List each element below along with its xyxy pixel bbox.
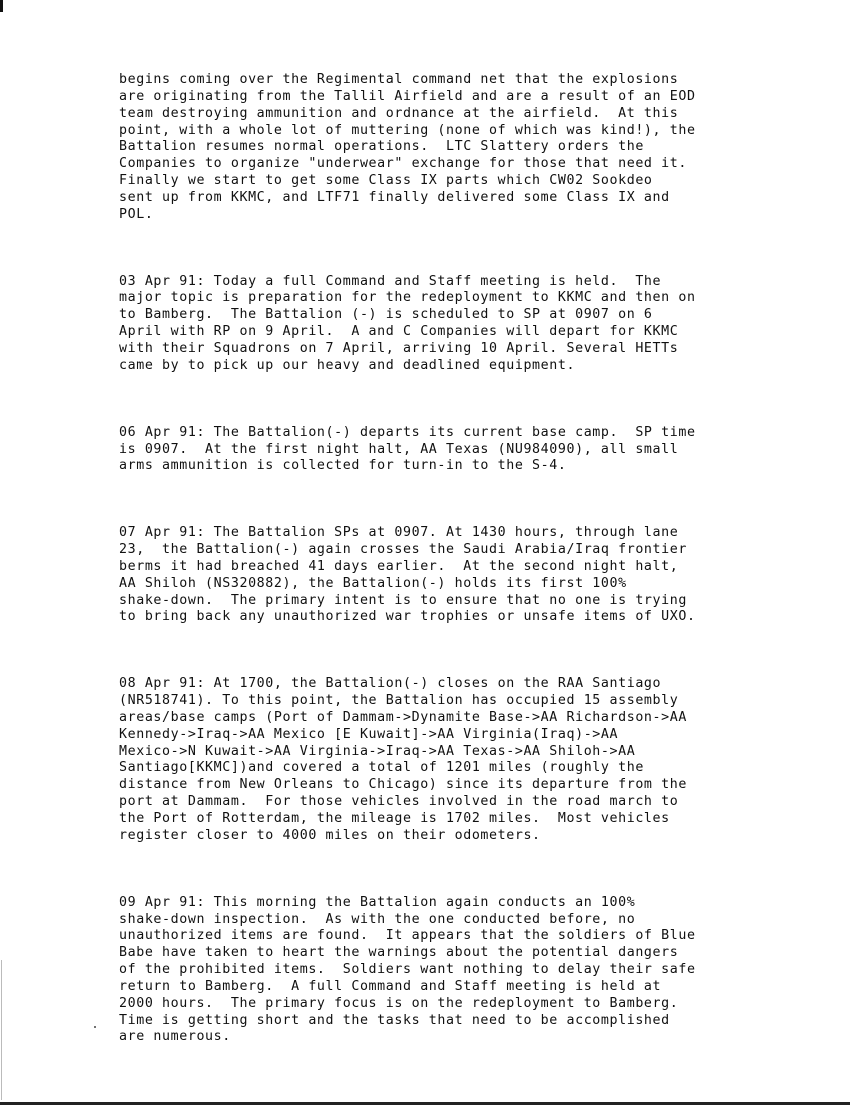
paragraph-08-apr-91: 08 Apr 91: At 1700, the Battalion(-) closes on the RAA Santiago (NR518741). To this point, the Battalion has occupied 15 assembly areas/base camps (Port of Dammam->Dynamite Base->AA Richardson->AA Kennedy->Iraq->AA Mexico [E Kuwait]->AA Virginia(Iraq)->AA Mexico->N Kuwait->AA Virginia->Iraq->AA Texas->AA Shiloh->AA Santiago[KKMC])and covered a total of 1201 miles (roughly the distance from New Orleans to Chicago) since its departure from the port at Dammam. For those vehicles involved in the road march to the Port of Rotterdam, the mileage is 1702 miles. Most vehicles register closer to 4000 miles on their odometers.: [119, 676, 687, 843]
document-body: [119, 72, 809, 1096]
paragraph-03-apr-91: 03 Apr 91: Today a full Command and Staff meeting is held. The major topic is preparation for the redeployment to KKMC and then on to Bamberg. The Battalion (-) is scheduled to SP at 0907 on 6 April with RP on 9 April. A and C Companies will depart for KKMC with their Squadrons on 7 April, arriving 10 April. Several HETTs came by to pick up our heavy and deadlined equipment.: [119, 273, 696, 373]
paragraph-continuation: begins coming over the Regimental command net that the explosions are originating from the Tallil Airfield and are a result of an EOD team destroying ammunition and ordnance at the airfield. At this point, with a whole lot of muttering (none of which was kind!), the Battalion resumes normal operations. LTC Slattery orders the Companies to organize "underwear" exchange for those that need it. Finally we start to get some Class IX parts which CW02 Sookdeo sent up from KKMC, and LTF71 finally delivered some Class IX and POL.: [119, 72, 696, 222]
paragraph-07-apr-91: 07 Apr 91: The Battalion SPs at 0907. At 1430 hours, through lane 23, the Battalion(-) again crosses the Saudi Arabia/Iraq frontier berms it had breached 41 days earlier. At the second night halt, AA Shiloh (NS320882), the Battalion(-) holds its first 100% shake-down. The primary intent is to ensure that no one is trying to bring back any unauthorized war trophies or unsafe items of UXO.: [119, 525, 696, 625]
paragraph-06-apr-91: 06 Apr 91: The Battalion(-) departs its current base camp. SP time is 0907. At the first night halt, AA Texas (NU984090), all small arms ammunition is collected for turn-in to the S-4.: [119, 424, 696, 474]
paragraph-09-apr-91: 09 Apr 91: This morning the Battalion again conducts an 100% shake-down inspection. As with the one conducted before, no unauthorized items are found. It appears that the soldiers of Blue Babe have taken to heart the warnings about the potential dangers of the prohibited items. Soldiers want nothing to delay their safe return to Bamberg. A full Command and Staff meeting is held at 2000 hours. The primary focus is on the redeployment to Bamberg. Time is getting short and the tasks that need to be accomplished are numerous.: [119, 894, 696, 1045]
scan-left-rule: [1, 960, 2, 1100]
scan-bottom-rule: [0, 1102, 850, 1105]
scan-speck: [94, 1026, 96, 1028]
scan-edge-mark: [0, 0, 3, 12]
